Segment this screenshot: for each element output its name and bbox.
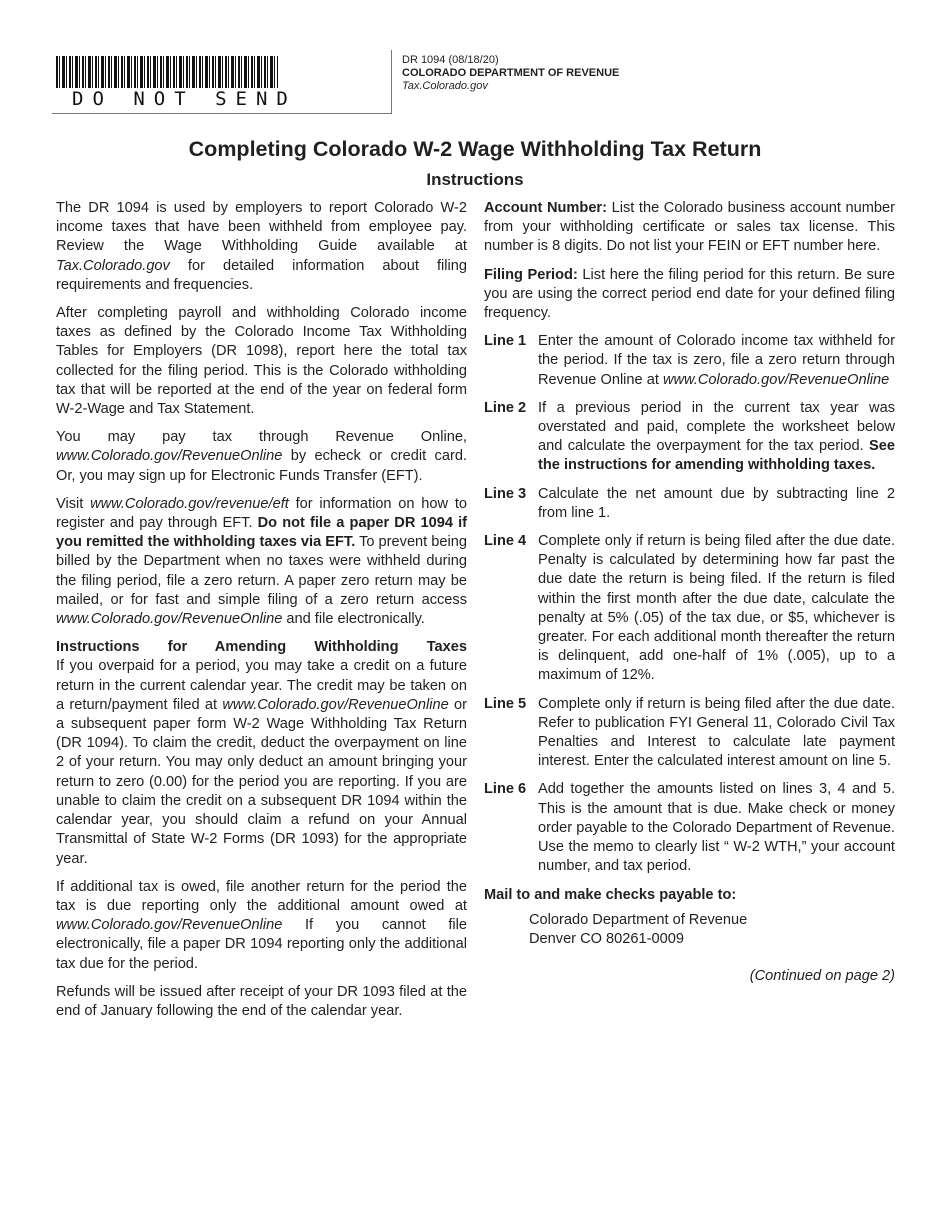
paragraph: You may pay tax through Revenue Online, www.Colorado.gov/RevenueOnline by echeck or credit card. Or, you may sign up for Electronic Funds Transfer (EFT). [56, 429, 467, 484]
form-id: DR 1094 (08/18/20) [402, 54, 499, 66]
paragraph: If additional tax is owed, file another return for the period the tax is due reporting only the additional amount owed at www.Colorado.gov/RevenueOnline If you cannot file electronically, file a paper DR 1094 reporting only the additional tax due for the period. [56, 878, 467, 972]
left-column [56, 199, 467, 1030]
mailing-address: Colorado Department of Revenue Denver CO 80261-0009 [529, 911, 748, 947]
continued-note: (Continued on page 2) [749, 968, 895, 985]
line-2-instructions: Line 2 If a previous period in the current tax year was overstated and paid, complete the worksheet below and calculate the overpayment for the tax period. See the instructions for amending withholding taxes. [484, 399, 895, 474]
paragraph: After completing payroll and withholding Colorado income taxes as defined by the Colorado Income Tax Withholding Tables for Employers (DR 1098), report here the total tax collected for the filing period. This is the Colorado withholding tax that will be reported at the end of the year on federal form W-2-Wage and Tax Statement. [56, 305, 467, 418]
account-number-instructions: Account Number: List the Colorado business account number from your withholding certificate or sales tax license. This number is 8 digits. Do not list your FEIN or EFT number here. [484, 200, 895, 255]
barcode [56, 56, 278, 88]
amending-heading: Instructions for Amending Withholding Taxes [56, 639, 467, 656]
barcode-text: DO NOT SEND [72, 88, 297, 110]
amending-section: Instructions for Amending Withholding Taxes If you overpaid for a period, you may take a credit on a future return in the current calendar year. The credit may be taken on a return/payment filed at www.Colorado.gov/RevenueOnline or a subsequent paper form W-2 Wage Withholding Tax Return (DR 1094). To claim the credit, deduct the overpayment on line 2 of your return. You may only deduct an amount bringing your return to zero (0.00) for the period you are reporting. If you are unable to claim the credit on a subsequent DR 1094 within the calendar year, you should claim a refund on your Annual Transmittal of State W-2 Forms (DR 1093) for the appropriate year. [56, 639, 468, 867]
department: COLORADO DEPARTMENT OF REVENUE [402, 67, 620, 79]
page-title: Completing Colorado W-2 Wage Withholding Tax Return [188, 137, 762, 161]
filing-period-instructions: Filing Period: List here the filing period for this return. Be sure you are using the correct period end date for your defined filing frequency. [484, 266, 895, 322]
form-header [402, 54, 619, 93]
line-1-instructions: Line 1 Enter the amount of Colorado income tax withheld for the period. If the tax is zero, file a zero return through Revenue Online at www.Colorado.gov/RevenueOnline [484, 333, 895, 388]
line-5-instructions: Line 5 Complete only if return is being filed after the due date. Refer to publication FYI General 11, Colorado Civil Tax Penalties and Interest to calculate late payment interest. Enter the calculated interest amount on line 5. [484, 695, 895, 770]
barcode-block [52, 50, 392, 114]
page-subtitle: Instructions [426, 170, 524, 189]
mail-heading: Mail to and make checks payable to: [484, 886, 737, 903]
paragraph: The DR 1094 is used by employers to report Colorado W-2 income taxes that have been withheld from employee pay. Review the Wage Withholding Guide available at Tax.Colorado.gov for detailed information about filing requirements and frequencies. [56, 200, 467, 293]
line-3-instructions: Line 3 Calculate the net amount due by subtracting line 2 from line 1. [484, 485, 895, 521]
website: Tax.Colorado.gov [402, 80, 488, 92]
paragraph: Visit www.Colorado.gov/revenue/eft for information on how to register and pay through EFT. Do not file a paper DR 1094 if you remitted the withholding taxes via EFT. To prevent being billed by the Department when no taxes were withheld during the filing period, file a zero return. A paper zero return may be mailed, or for fast and simple filing of a zero return access www.Colorado.gov/RevenueOnline and file electronically. [56, 495, 468, 628]
line-4-instructions: Line 4 Complete only if return is being filed after the due date. Penalty is calculated by determining how far past the due date the return is being filed. If the return is filed within the first month after the due date, calculate the penalty at 5% (.05) of the tax due, or $5, whichever is greater. For each additional month thereafter the return is delinquent, add one-half of 1% (.005), up to a maximum of 12%. [484, 533, 895, 684]
paragraph: Refunds will be issued after receipt of your DR 1093 filed at the end of January following the end of the calendar year. [56, 983, 467, 1019]
line-6-instructions: Line 6 Add together the amounts listed on lines 3, 4 and 5. This is the amount that is due. Make check or money order payable to the Colorado Department of Revenue. Use the memo to clearly list “ W-2 WTH,” your account number, and tax period. [484, 781, 895, 875]
right-column [484, 199, 895, 986]
